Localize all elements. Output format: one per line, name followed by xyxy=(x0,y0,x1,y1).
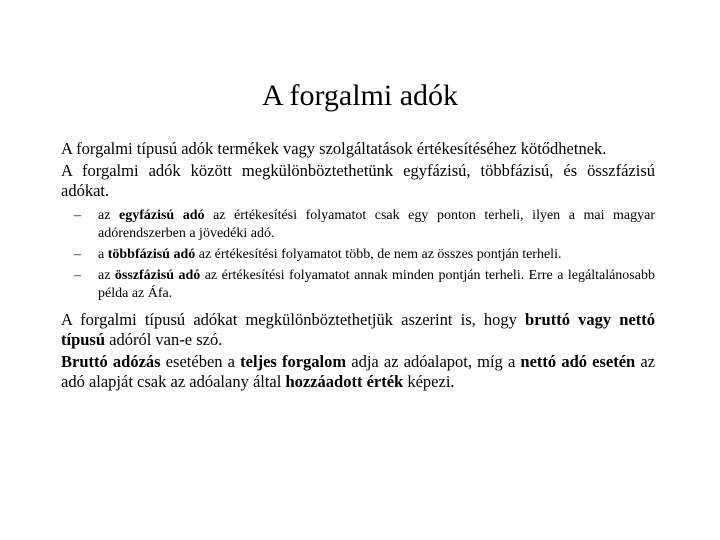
paragraph-term: hozzáadott érték xyxy=(285,372,404,391)
bullet-item-osszfazisu xyxy=(61,267,655,303)
paragraph-term: nettó adó esetén xyxy=(520,351,636,371)
bullet-text: az értékesítési folyamatot annak minden pontján terheli. Erre a legáltalánosabb példa az Áfa. xyxy=(98,267,655,301)
bullet-text: a xyxy=(98,246,108,262)
bullet-term: egyfázisú adó xyxy=(118,207,205,223)
bullet-dash: – xyxy=(74,267,81,283)
paragraph-text: adóról van-e szó. xyxy=(105,330,223,349)
bullet-term: többfázisú adó xyxy=(107,246,196,262)
paragraph-text: adja az adóalapot, míg a xyxy=(346,351,521,371)
paragraph-definition xyxy=(61,352,655,393)
paragraph-intro: A forgalmi típusú adók termékek vagy szolgáltatások értékesítéséhez kötődhetnek. xyxy=(61,139,607,158)
slide-title: A forgalmi adók xyxy=(261,79,459,112)
paragraph-text: képezi. xyxy=(403,372,455,391)
bullet-text: az értékesítési folyamatot csak egy ponton terheli, ilyen a mai magyar adórendszerben a jövedéki adó. xyxy=(98,207,656,241)
paragraph-brutto-netto xyxy=(61,310,655,351)
paragraph-text: esetében a xyxy=(160,351,241,371)
slide-content xyxy=(61,139,655,394)
bullet-list xyxy=(61,207,655,303)
paragraph-term: teljes forgalom xyxy=(240,351,347,371)
bullet-text: az értékesítési folyamatot több, de nem az összes pontján terheli. xyxy=(195,246,562,262)
bullet-term: összfázisú adó xyxy=(114,267,201,283)
bullet-dash: – xyxy=(74,207,81,223)
paragraph-text: A forgalmi típusú adókat megkülönböztethetjük aszerint is, hogy xyxy=(61,309,526,329)
bullet-dash: – xyxy=(74,246,81,262)
paragraph-term: Bruttó adózás xyxy=(61,351,161,371)
paragraph-types: A forgalmi adók között megkülönböztethetünk egyfázisú, többfázisú, és összfázisú adókat. xyxy=(61,160,655,200)
paragraph-term: bruttó vagy nettó típusú xyxy=(61,309,656,349)
bullet-text: az xyxy=(98,207,119,223)
bullet-item-egyfazisu xyxy=(61,207,655,243)
bullet-text: az xyxy=(98,267,115,283)
bullet-item-tobbfazisu xyxy=(61,246,655,264)
paragraph-text: az adó alapját csak az adóalany által xyxy=(61,351,656,391)
